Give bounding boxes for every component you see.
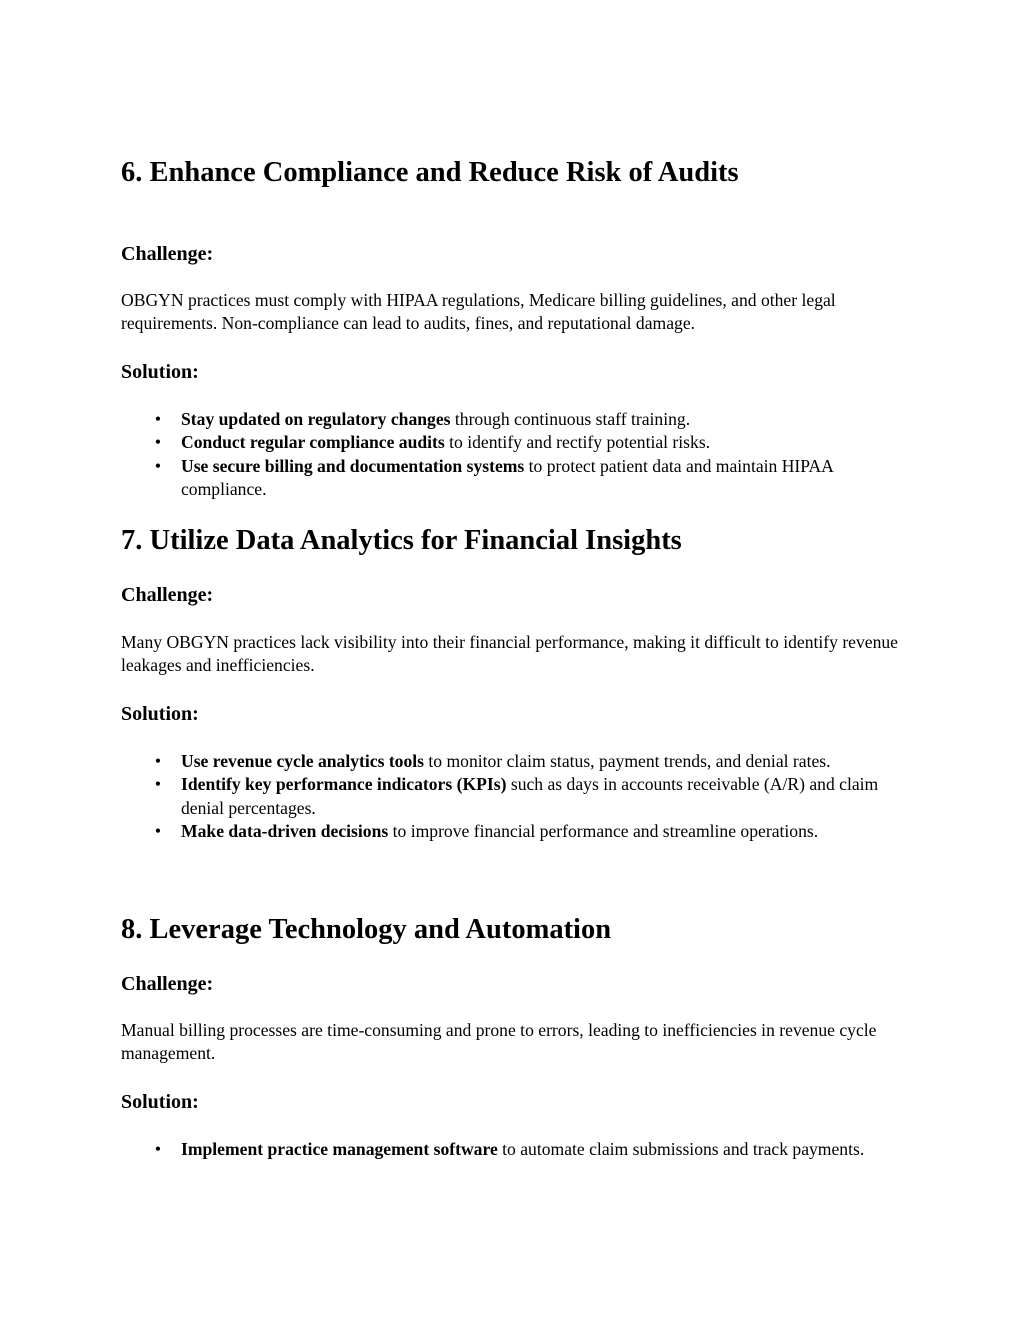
list-item bbox=[121, 431, 911, 454]
list-item-text: to improve financial performance and streamline operations. bbox=[388, 820, 819, 841]
bullet-icon: • bbox=[154, 409, 162, 429]
list-item-bold: Conduct regular compliance audits bbox=[181, 432, 445, 453]
bullet-icon: • bbox=[154, 432, 162, 453]
list-item bbox=[121, 750, 911, 773]
section-8-solution-label: Solution: bbox=[121, 1091, 199, 1113]
bullet-icon: • bbox=[154, 774, 162, 795]
section-7-solution-list bbox=[121, 750, 911, 843]
section-7-challenge-text: Many OBGYN practices lack visibility into their financial performance, making it difficult to identify revenue leakages and inefficiencies. bbox=[121, 632, 898, 676]
section-8-solution-list bbox=[121, 1138, 911, 1161]
list-item-bold: Make data-driven decisions bbox=[181, 820, 389, 841]
list-item-text: to identify and rectify potential risks. bbox=[444, 432, 711, 453]
list-item-text: to protect patient data and maintain HIPAA compliance. bbox=[181, 455, 833, 499]
list-item-bold: Identify key performance indicators (KPIs) bbox=[181, 774, 507, 795]
list-item bbox=[121, 408, 911, 431]
bullet-icon: • bbox=[154, 1139, 162, 1159]
section-7-solution-label: Solution: bbox=[121, 703, 199, 725]
section-6-solution-list bbox=[121, 408, 911, 501]
list-item-text: to automate claim submissions and track payments. bbox=[497, 1139, 865, 1159]
section-6-heading: 6. Enhance Compliance and Reduce Risk of Audits bbox=[121, 157, 739, 188]
section-6-challenge-text: OBGYN practices must comply with HIPAA regulations, Medicare billing guidelines, and other legal requirements. Non-compliance can lead to audits, fines, and reputational damage. bbox=[121, 290, 836, 334]
list-item-bold: Implement practice management software bbox=[181, 1139, 498, 1159]
section-6-challenge-label: Challenge: bbox=[121, 243, 214, 265]
list-item bbox=[121, 1138, 911, 1161]
bullet-icon: • bbox=[154, 820, 162, 841]
section-8-heading: 8. Leverage Technology and Automation bbox=[121, 914, 612, 945]
list-item bbox=[121, 773, 911, 820]
bullet-icon: • bbox=[154, 455, 162, 476]
bullet-icon: • bbox=[154, 751, 162, 771]
list-item-bold: Use secure billing and documentation systems bbox=[181, 455, 525, 476]
section-7-heading: 7. Utilize Data Analytics for Financial Insights bbox=[121, 525, 682, 556]
list-item-text: to monitor claim status, payment trends, and denial rates. bbox=[424, 751, 831, 771]
section-8-challenge-text: Manual billing processes are time-consuming and prone to errors, leading to inefficiencies in revenue cycle management. bbox=[121, 1020, 877, 1064]
section-8-challenge-label: Challenge: bbox=[121, 973, 214, 995]
section-6-solution-label: Solution: bbox=[121, 361, 199, 383]
list-item-bold: Use revenue cycle analytics tools bbox=[181, 751, 425, 771]
list-item bbox=[121, 455, 911, 502]
section-7-challenge-label: Challenge: bbox=[121, 584, 214, 606]
list-item-text: through continuous staff training. bbox=[450, 409, 691, 429]
list-item-text: such as days in accounts receivable (A/R) and claim denial percentages. bbox=[181, 774, 879, 818]
list-item bbox=[121, 820, 911, 843]
list-item-bold: Stay updated on regulatory changes bbox=[181, 409, 451, 429]
